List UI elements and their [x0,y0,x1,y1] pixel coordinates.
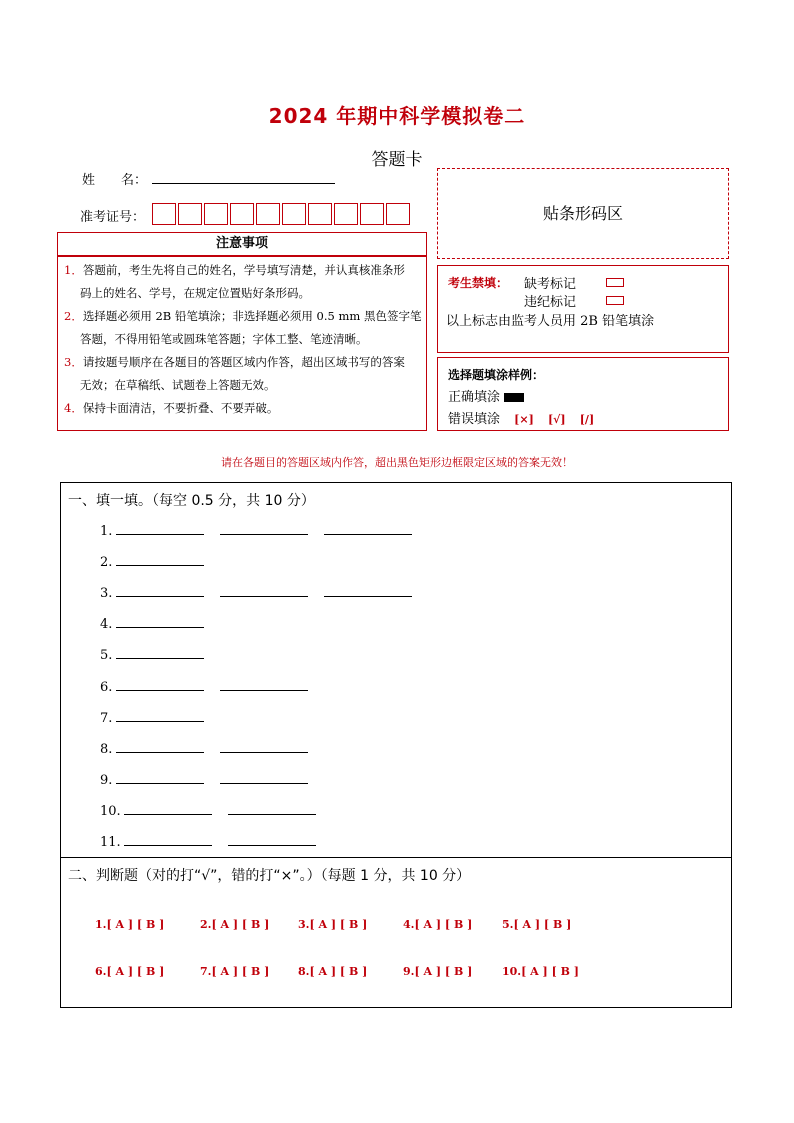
judgment-option[interactable]: 5.[ A ] [ B ] [502,918,572,931]
fill-question-row [100,709,220,729]
fill-question-row [100,584,428,604]
wrong-example-slash: [/] [579,413,595,426]
wrong-fill-row [448,408,594,427]
fill-sample-box [437,357,729,431]
answer-blank[interactable] [116,771,204,784]
answer-blank[interactable] [324,584,412,597]
answer-blank[interactable] [324,522,412,535]
wrong-fill-label: 错误填涂 [448,412,501,427]
notice-item-text: 选择题必须用 2B 铅笔填涂；非选择题必须用 0.5 mm 黑色签字笔 [82,309,422,323]
fill-question-row [100,833,332,853]
notice-item-number: 1． [64,263,83,277]
wrong-example-cross: [×] [514,413,534,426]
question-number: 9. [100,772,113,788]
judgment-option[interactable]: 9.[ A ] [ B ] [403,965,473,978]
answer-blank[interactable] [116,584,204,597]
exam-id-boxes [152,203,412,225]
answer-blank[interactable] [116,740,204,753]
exam-id-digit-box[interactable] [334,203,358,225]
page-subtitle: 答题卡 [371,150,423,170]
notice-item-continuation: 无效；在草稿纸、试题卷上答题无效。 [80,378,276,392]
exam-id-digit-box[interactable] [230,203,254,225]
exam-id-digit-box[interactable] [204,203,228,225]
fill-question-row [100,553,220,573]
correct-fill-row [448,386,524,405]
question-number: 1. [100,524,113,539]
absent-mark-label: 缺考标记 [524,277,577,292]
answer-blank[interactable] [116,553,204,566]
notice-item-text: 保持卡面清洁，不要折叠、不要弄破。 [82,401,279,415]
answer-blank[interactable] [116,678,204,691]
exam-id-digit-box[interactable] [282,203,306,225]
filled-mark-icon [504,393,524,402]
notice-box [57,256,427,431]
answer-blank[interactable] [220,678,308,691]
judgment-option[interactable]: 10.[ A ] [ B ] [502,965,579,978]
question-number: 11. [100,835,121,850]
answer-blank[interactable] [116,646,204,659]
answer-blank[interactable] [220,522,308,535]
section1-heading: 一、填一填。（每空 0.5 分，共 10 分） [68,493,315,509]
page-title: 2024 年期中科学模拟卷二 [268,104,526,128]
judgment-option[interactable]: 3.[ A ] [ B ] [298,918,368,931]
question-number: 10. [100,803,121,819]
exam-id-digit-box[interactable] [152,203,176,225]
name-label: 姓 名： [82,173,148,188]
notice-item-text: 请按题号顺序在各题目的答题区域内作答，超出区域书写的答案 [82,355,405,369]
question-number: 2. [100,555,113,571]
fill-question-row [100,615,220,635]
violation-mark-label: 违纪标记 [524,295,577,310]
name-field[interactable] [152,183,335,184]
fill-question-row [100,646,220,666]
notice-list [58,257,426,420]
notice-item [58,397,426,420]
notice-item-number: 3． [64,355,83,369]
forbidden-box [437,265,729,353]
fill-question-row [100,771,324,791]
answer-blank[interactable] [228,802,316,815]
barcode-area [437,168,729,259]
exam-id-digit-box[interactable] [256,203,280,225]
judgment-option[interactable]: 2.[ A ] [ B ] [200,918,270,931]
answer-blank[interactable] [116,709,204,722]
judgment-option[interactable]: 4.[ A ] [ B ] [403,918,473,931]
section-divider [60,857,732,858]
notice-item-number: 2． [64,309,83,323]
judgment-option[interactable]: 7.[ A ] [ B ] [200,965,270,978]
notice-item [58,305,426,328]
answer-blank[interactable] [124,833,212,846]
answer-blank[interactable] [228,833,316,846]
notice-item-continuation: 答题，不得用铅笔或圆珠笔答题；字体工整、笔迹清晰。 [80,332,368,346]
exam-id-digit-box[interactable] [178,203,202,225]
answer-blank[interactable] [220,584,308,597]
warning-text: 请在各题目的答题区域内作答，超出黑色矩形边框限定区域的答案无效！ [221,456,573,469]
violation-mark-box[interactable] [606,296,624,305]
question-number: 3. [100,586,113,602]
exam-id-label: 准考证号： [80,210,146,225]
answer-blank[interactable] [220,740,308,753]
section2-heading: 二、判断题（对的打“√”，错的打“×”。）（每题 1 分，共 10 分） [68,868,471,884]
answer-blank[interactable] [116,615,204,628]
notice-item [58,351,426,374]
question-number: 8. [100,741,113,757]
question-number: 4. [100,617,113,633]
absent-mark-box[interactable] [606,278,624,287]
notice-heading: 注意事项 [57,232,427,256]
judgment-option[interactable]: 6.[ A ] [ B ] [95,965,165,978]
answer-blank[interactable] [220,771,308,784]
answer-blank[interactable] [124,802,212,815]
exam-id-digit-box[interactable] [360,203,384,225]
wrong-example-check: [√] [547,413,566,426]
answer-blank[interactable] [116,522,204,535]
notice-item-number: 4． [64,401,83,415]
forbidden-label: 考生禁填： [448,276,509,290]
fill-question-row [100,522,428,542]
question-number: 7. [100,710,113,726]
exam-id-digit-box[interactable] [308,203,332,225]
barcode-area-label: 贴条形码区 [542,204,623,223]
fill-question-row [100,802,332,822]
question-number: 5. [100,648,113,664]
exam-id-digit-box[interactable] [386,203,410,225]
fill-question-row [100,740,324,760]
notice-item-text: 答题前，考生先将自己的姓名，学号填写清楚，并认真核准条形 [82,263,405,277]
correct-fill-label: 正确填涂 [448,390,501,405]
notice-item [58,259,426,282]
question-number: 6. [100,679,113,695]
judgment-option[interactable]: 8.[ A ] [ B ] [298,965,368,978]
fill-sample-title: 选择题填涂样例： [448,368,545,382]
forbidden-note: 以上标志由监考人员用 2B 铅笔填涂 [446,314,655,329]
fill-question-row [100,678,324,698]
judgment-option[interactable]: 1.[ A ] [ B ] [95,918,165,931]
notice-item-continuation: 码上的姓名、学号，在规定位置贴好条形码。 [80,286,310,300]
